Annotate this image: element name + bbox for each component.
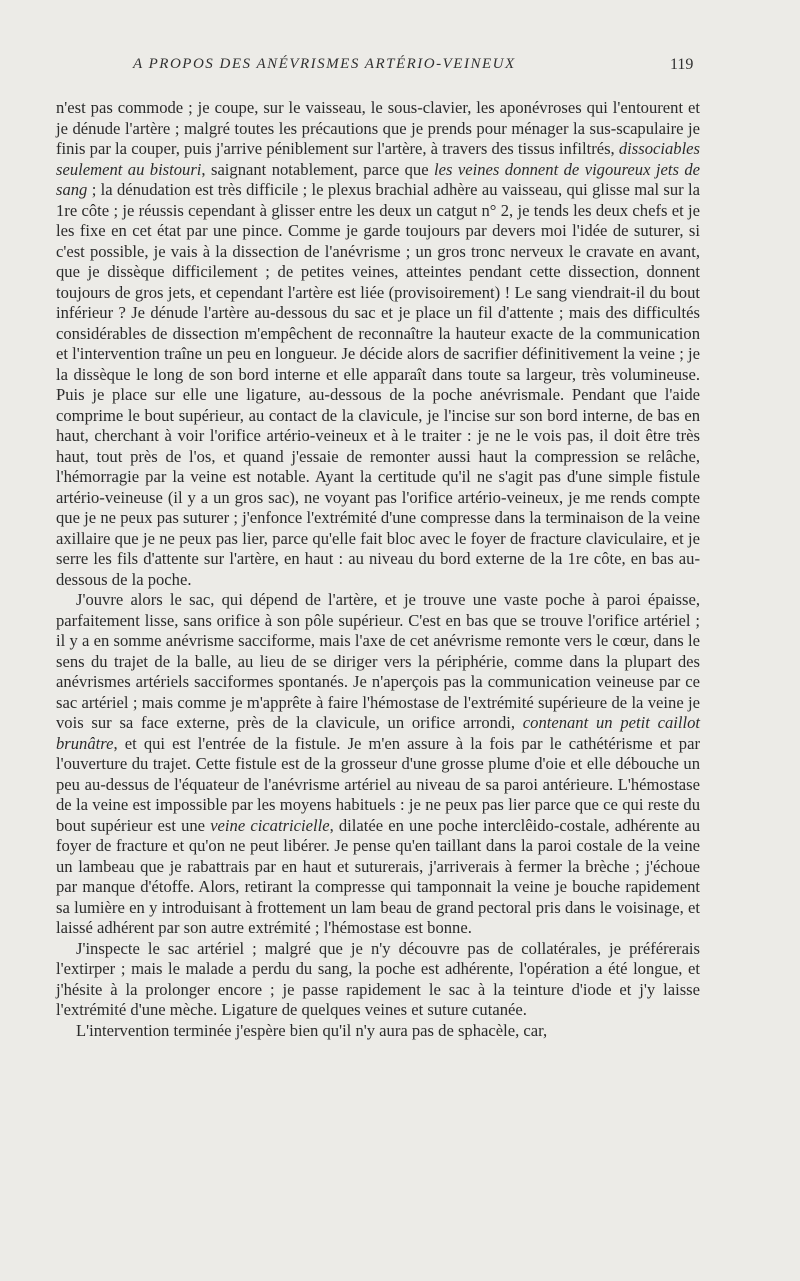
body-text	[56, 98, 700, 1041]
text-segment: L'intervention terminée j'espère bien qu'il n'y aura pas de sphacèle, car,	[76, 1020, 548, 1040]
page-number: 119	[670, 56, 694, 73]
text-segment: , saignant notablement, parce que	[201, 159, 435, 179]
text-segment: , dilatée en une poche interclêido-costale, adhérente au foyer de fracture et qu'on ne peut libérer. Je pense qu'en taillant dans la paroi costale de la veine un lambeau que je rabattrais par en haut et suturerais, j'arriverais à fermer la brèche ; j'échoue par manque d'étoffe. Alors, retirant la compresse qui tamponnait la veine je bouche rapidement sa lumière en y introduisant à frottement un lam beau de grand pectoral pris dans le voisinage, et laissé adhérent par son autre extrémité ; l'hémostase est bonne.	[56, 815, 700, 937]
paragraph	[56, 590, 700, 939]
text-segment: J'ouvre alors le sac, qui dépend de l'artère, et je trouve une vaste poche à paroi épaisse, parfaitement lisse, sans orifice à son pôle supérieur. C'est en bas que se trouve l'orifice artériel ; il y a en somme anévrisme sacciforme, mais l'axe de cet anévrisme remonte vers le cœur, dans le sens du trajet de la balle, au lieu de se diriger vers la périphérie, comme dans la plupart des anévrismes artériels sacciformes spontanés. Je n'aperçois pas la communication veineuse par ce sac artériel ; mais comme je m'apprête à faire l'hémostase de l'extrémité supérieure de la veine je vois sur sa face externe, près de la clavicule, un orifice arrondi,	[56, 590, 700, 732]
italic-text-segment: veine cicatricielle	[210, 815, 330, 835]
paragraph	[56, 1021, 700, 1042]
running-title: A PROPOS DES ANÉVRISMES ARTÉRIO-VEINEUX	[133, 56, 516, 72]
paragraph	[56, 939, 700, 1021]
italic-text-segment: contenant un petit caillot brunâtre	[56, 713, 700, 753]
text-segment: J'inspecte le sac artériel ; malgré que je n'y découvre pas de collatérales, je préférerais l'extirper ; mais le malade a perdu du sang, la poche est adhérente, l'opération a été longue, et j'hésite à la prolonger encore ; je passe rapidement le sac à la teinture d'iode et j'y laisse l'extrémité d'une mèche. Ligature de quelques veines et suture cutanée.	[56, 938, 700, 1019]
text-segment: , et qui est l'entrée de la fistule. Je m'en assure à la fois par le cathétérisme et par l'ouverture du trajet. Cette fistule est de la grosseur d'une grosse plume d'oie et elle débouche un peu au-dessus de l'équateur de l'anévrisme artériel au niveau de sa paroi antérieure. L'hémostase de la veine est impossible par les moyens habituels : je ne peux pas lier parce que ce qui reste du bout supérieur est une	[56, 733, 700, 835]
italic-text-segment: dissociables seulement au bistouri	[56, 139, 700, 179]
text-segment: n'est pas commode ; je coupe, sur le vaisseau, le sous-clavier, les aponévroses qui l'entourent et je dénude l'artère ; malgré toutes les précautions que je prends pour ménager la sus-scapulaire je finis par la couper, puis j'arrive péniblement sur l'artère, à travers des tissus infiltrés,	[56, 98, 700, 158]
paragraph	[56, 98, 700, 590]
running-head	[0, 56, 800, 80]
italic-text-segment: les veines donnent de vigoureux jets de sang	[56, 159, 700, 199]
text-segment: ; la dénudation est très difficile ; le plexus brachial adhère au vaisseau, qui glisse mal sur la 1re côte ; je réussis cependant à glisser entre les deux un catgut n° 2, je tends les deux chefs et je les fixe en cet état par une pince. Comme je garde toujours par devers moi l'idée de suturer, si c'est possible, je vais à la dissection de l'anévrisme ; un gros tronc nerveux le cravate en avant, que je dissèque difficilement ; de petites veines, atteintes pendant cette dissection, donnent toujours de gros jets, et cependant l'artère est liée (provisoirement) ! Le sang viendrait-il du bout inférieur ? Je dénude l'artère au-dessous du sac et je place un fil d'attente ; mais des difficultés considérables de dissection m'empêchent de reconnaître la hauteur exacte de la communication et l'intervention traîne un peu en longueur. Je décide alors de sacrifier définitivement la veine ; je la dissèque le long de son bord interne et elle apparaît dans toute sa largeur, très volumineuse. Puis je place sur elle une ligature, au-dessous de la poche anévrismale. Pendant que l'aide comprime le bout supérieur, au contact de la clavicule, je l'incise sur son bord interne, de bas en haut, cherchant à voir l'orifice artério-veineux et à le traiter : je ne le vois pas, il doit être très haut, tout près de l'os, et quand j'essaie de remonter aussi haut la compression se relâche, l'hémorragie par la veine est notable. Ayant la certitude qu'il ne s'agit pas d'une simple fistule artério-veineuse (il y a un gros sac), ne voyant pas l'orifice artério-veineux, je me rends compte que je ne peux pas suturer ; j'enfonce l'extrémité d'une compresse dans la terminaison de la veine axillaire que je ne peux pas lier, parce qu'elle fait bloc avec le foyer de fracture claviculaire, et je serre les fils d'attente sur l'artère, en haut : au niveau du bord externe de la 1re côte, en bas au-dessous de la poche.	[56, 180, 700, 589]
